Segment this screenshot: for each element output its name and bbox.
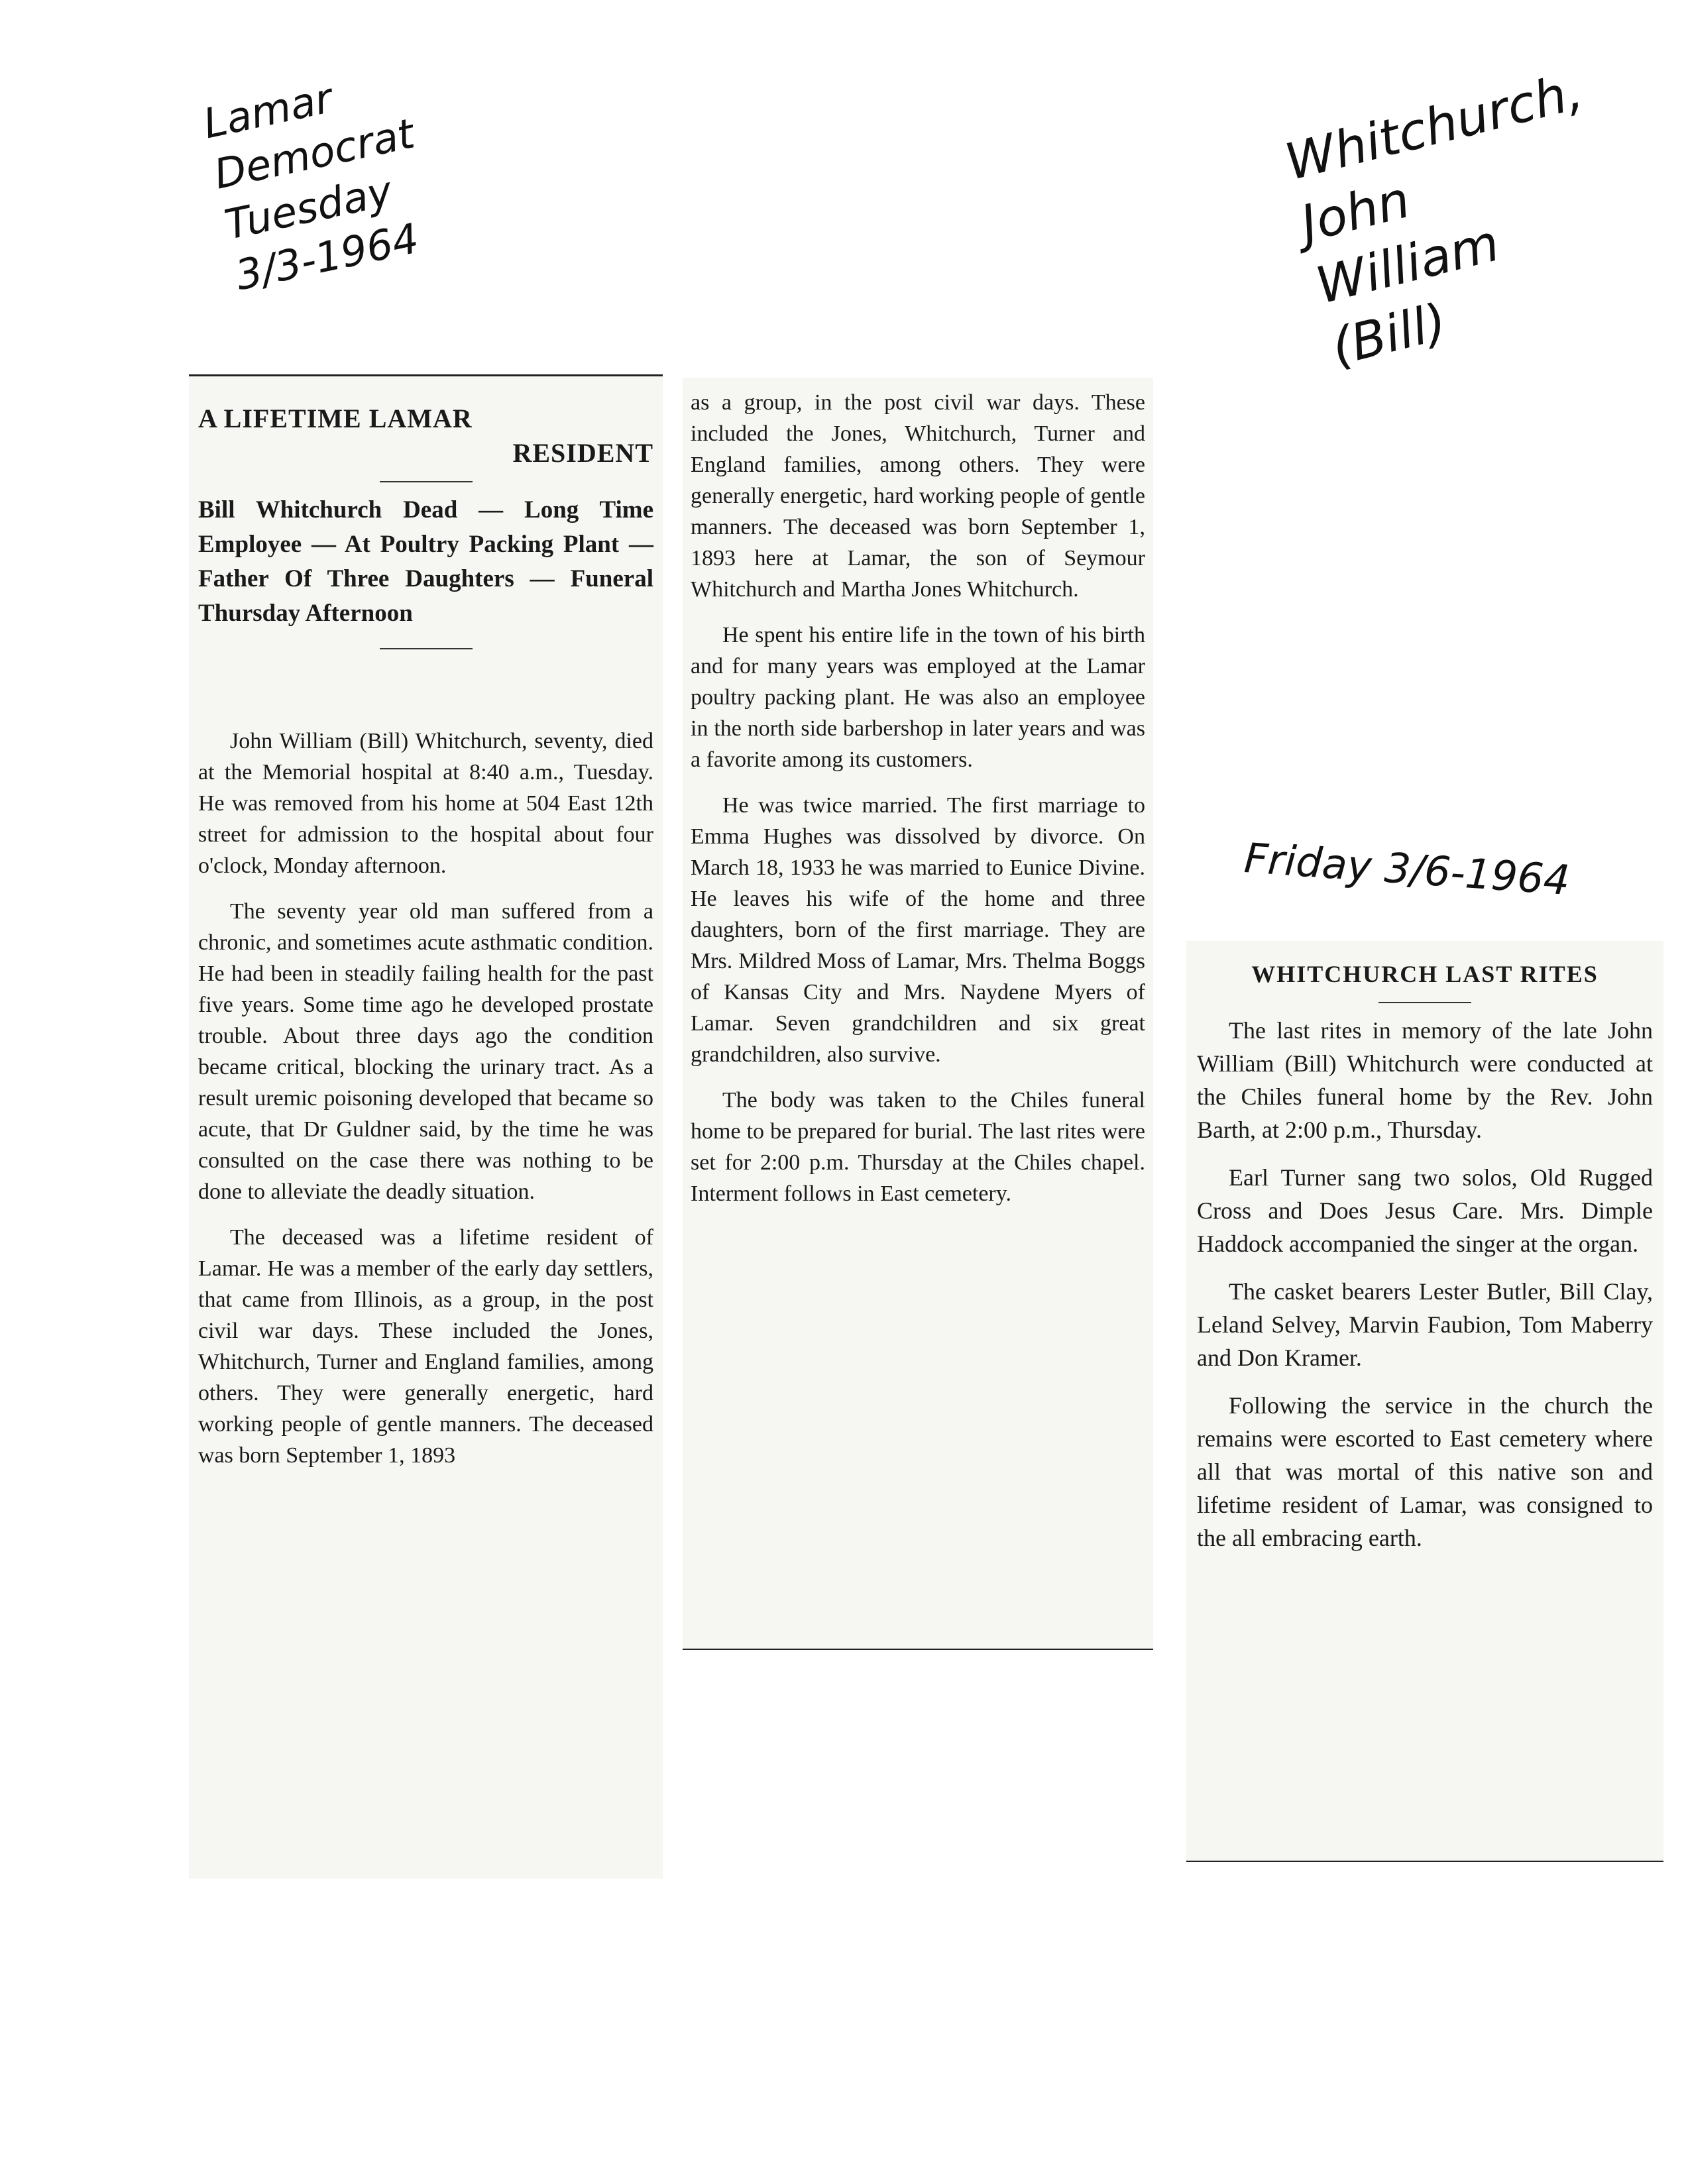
article-body-col1 xyxy=(198,726,653,1486)
divider xyxy=(1378,1002,1471,1003)
paragraph: as a group, in the post civil war days. These included the Jones, Whitchurch, Turner and England families, among others. They were generally energetic, hard working people of gentle manners. The deceased was born September 1, 1893 here at Lamar, the son of Seymour Whitchurch and Martha Jones Whitchurch. xyxy=(691,390,1145,602)
paragraph: He was twice married. The first marriage to Emma Hughes was dissolved by divorce. On March 18, 1933 he was married to Eunice Divine. He leaves his wife of the home and three daughters, born of the first marriage. They are Mrs. Mildred Moss of Lamar, Mrs. Thelma Boggs of Kansas City and Mrs. Naydene Myers of Lamar. Seven grandchildren and six great grandchildren, also survive. xyxy=(691,793,1145,1067)
handwritten-source-note: Lamar Democrat Tuesday 3/3-1964 xyxy=(199,74,423,300)
headline-line-1: A LIFETIME LAMAR xyxy=(198,404,473,433)
paragraph: The deceased was a lifetime resident of Lamar. He was a member of the early day settlers, that came from Illinois, as a group, in the post civil war days. These included the Jones, Whitchurch, Turner and England families, among others. They were generally energetic, hard working people of gentle manners. The deceased was born September 1, 1893 xyxy=(198,1225,653,1468)
paragraph: He spent his entire life in the town of his birth and for many years was employed at the Lamar poultry packing plant. He was also an employee in the north side barbershop in later years and was a favorite among its customers. xyxy=(691,623,1145,772)
headline-line-2: RESIDENT xyxy=(512,438,653,468)
paragraph: Following the service in the church the remains were escorted to East cemetery where all that was mortal of this native son and lifetime resident of Lamar, was consigned to the all embracing earth. xyxy=(1197,1392,1653,1551)
divider xyxy=(380,481,473,482)
handwritten-friday-date: Friday 3/6-1964 xyxy=(1243,834,1572,905)
clipping-column-2 xyxy=(683,378,1153,1650)
divider xyxy=(380,648,473,649)
bottom-rule xyxy=(1186,1861,1663,1862)
last-rites-headline: WHITCHURCH LAST RITES xyxy=(1251,961,1599,987)
bottom-rule xyxy=(683,1649,1153,1650)
last-rites-body xyxy=(1197,1014,1653,1569)
deck-subheadline: Bill Whitchurch Dead — Long Time Employee — At Poultry Packing Plant — Father Of Three Daughters — Funeral Thursday Afternoon xyxy=(198,496,653,627)
clipping-last-rites xyxy=(1186,941,1663,1862)
paragraph: The body was taken to the Chiles funeral home to be prepared for burial. The last rites were set for 2:00 p.m. Thursday at the Chiles chapel. Interment follows in East cemetery. xyxy=(691,1088,1145,1206)
paragraph: The last rites in memory of the late John William (Bill) Whitchurch were conducted at the Chiles funeral home by the Rev. John Barth, at 2:00 p.m., Thursday. xyxy=(1197,1017,1653,1143)
handwritten-name-note: Whitchurch, John William (Bill) xyxy=(1279,61,1589,377)
article-body-col2 xyxy=(691,387,1145,1224)
clipping-column-1 xyxy=(189,374,663,1879)
paragraph: The seventy year old man suffered from a chronic, and sometimes acute asthmatic condition. He had been in steadily failing health for the past five years. Some time ago he developed prostate trouble. About three days ago the condition became critical, blocking the urinary tract. As a result uremic poisoning developed that became so acute, that Dr Guldner said, by the time he was consulted on the case there was nothing to be done to alleviate the deadly situation. xyxy=(198,899,653,1204)
paragraph: The casket bearers Lester Butler, Bill Clay, Leland Selvey, Marvin Faubion, Tom Maberry and Don Kramer. xyxy=(1197,1278,1653,1371)
paragraph: John William (Bill) Whitchurch, seventy, died at the Memorial hospital at 8:40 a.m., Tuesday. He was removed from his home at 504 East 12th street for admission to the hospital about four o'clock, Monday afternoon. xyxy=(198,729,653,878)
paragraph: Earl Turner sang two solos, Old Rugged Cross and Does Jesus Care. Mrs. Dimple Haddock accompanied the singer at the organ. xyxy=(1197,1164,1653,1257)
